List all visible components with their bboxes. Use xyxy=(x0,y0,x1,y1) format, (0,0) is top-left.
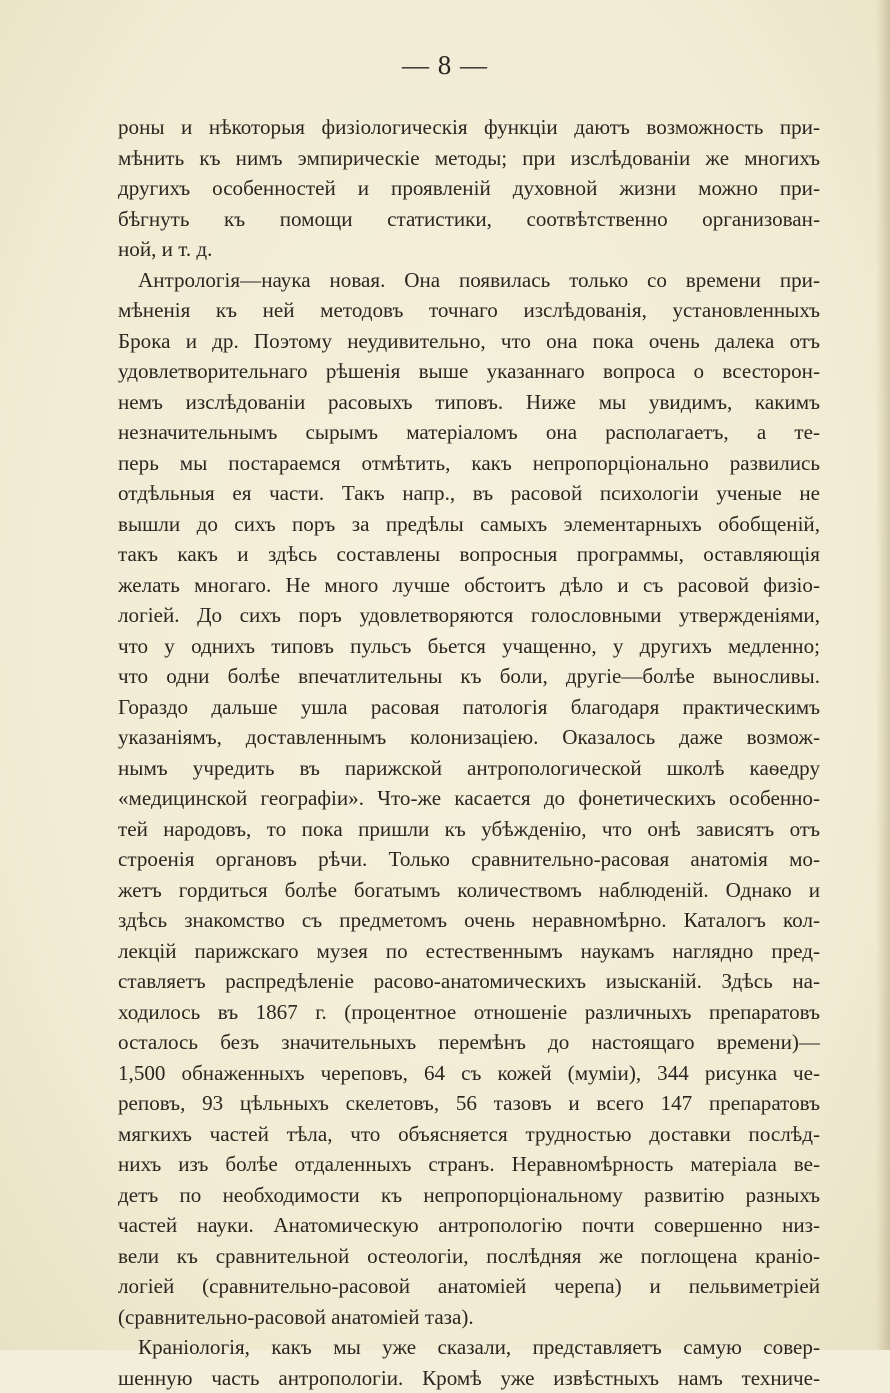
text-line: частей науки. Анатомическую антропологію почти совершенно низ- xyxy=(118,1210,820,1241)
text-line: «медицинской географіи». Что-же касается до фонетическихъ особенно- xyxy=(118,783,820,814)
text-line: тей народовъ, то пока пришли къ убѣжденію, что онѣ зависятъ отъ xyxy=(118,814,820,845)
text-line: 1,500 обнаженныхъ череповъ, 64 съ кожей (муміи), 344 рисунка че- xyxy=(118,1058,820,1089)
text-line: отдѣльныя ея части. Такъ напр., въ расовой психологіи ученые не xyxy=(118,478,820,509)
text-line: немъ изслѣдованіи расовыхъ типовъ. Ниже мы увидимъ, какимъ xyxy=(118,387,820,418)
text-line: ставляетъ распредѣленіе расово-анатомическихъ изысканій. Здѣсь на- xyxy=(118,966,820,997)
text-line: роны и нѣкоторыя физіологическія функціи даютъ возможность при- xyxy=(118,112,820,143)
text-line: детъ по необходимости къ непропорціональному развитію разныхъ xyxy=(118,1180,820,1211)
text-line: нымъ учредить въ парижской антропологической школѣ каѳедру xyxy=(118,753,820,784)
page-edge-shadow xyxy=(876,0,890,1350)
text-line: ходилось въ 1867 г. (процентное отношеніе различныхъ препаратовъ xyxy=(118,997,820,1028)
text-line: что одни болѣе впечатлительны къ боли, другіе—болѣе выносливы. xyxy=(118,661,820,692)
text-line: здѣсь знакомство съ предметомъ очень неравномѣрно. Каталогъ кол- xyxy=(118,905,820,936)
text-line: другихъ особенностей и проявленій духовной жизни можно при- xyxy=(118,173,820,204)
text-line: Брока и др. Поэтому неудивительно, что она пока очень далека отъ xyxy=(118,326,820,357)
text-line: желать многаго. Не много лучше обстоитъ дѣло и съ расовой физіо- xyxy=(118,570,820,601)
text-line: строенія органовъ рѣчи. Только сравнительно-расовая анатомія мо- xyxy=(118,844,820,875)
text-line: (сравнительно-расовой анатоміей таза). xyxy=(118,1302,820,1333)
text-line: шенную часть антропологіи. Кромѣ уже извѣстныхъ намъ техниче- xyxy=(118,1363,820,1393)
text-line: реповъ, 93 цѣльныхъ скелетовъ, 56 тазовъ и всего 147 препаратовъ xyxy=(118,1088,820,1119)
text-line: Гораздо дальше ушла расовая патологія благодаря практическимъ xyxy=(118,692,820,723)
text-line: осталось безъ значительныхъ перемѣнъ до настоящаго времени)— xyxy=(118,1027,820,1058)
text-line: Краніологія, какъ мы уже сказали, представляетъ самую совер- xyxy=(118,1332,820,1363)
text-line: логіей. До сихъ поръ удовлетворяются голословными утвержденіями, xyxy=(118,600,820,631)
text-line: нихъ изъ болѣе отдаленныхъ странъ. Неравномѣрность матеріала ве- xyxy=(118,1149,820,1180)
text-line: вели къ сравнительной остеологіи, послѣдняя же поглощена краніо- xyxy=(118,1241,820,1272)
text-line: бѣгнуть къ помощи статистики, соотвѣтственно организован- xyxy=(118,204,820,235)
page-number: — 8 — xyxy=(0,50,890,81)
text-line: Антрологія—наука новая. Она появилась только со времени при- xyxy=(118,265,820,296)
text-line: незначительнымъ сырымъ матеріаломъ она располагаетъ, а те- xyxy=(118,417,820,448)
text-line: что у однихъ типовъ пульсъ бьется учащенно, у другихъ медленно; xyxy=(118,631,820,662)
text-line: мѣнить къ нимъ эмпирическіе методы; при изслѣдованіи же многихъ xyxy=(118,143,820,174)
text-line: перь мы постараемся отмѣтить, какъ непропорціонально развились xyxy=(118,448,820,479)
text-line: вышли до сихъ поръ за предѣлы самыхъ элементарныхъ обобщеній, xyxy=(118,509,820,540)
text-line: такъ какъ и здѣсь составлены вопросныя программы, оставляющія xyxy=(118,539,820,570)
body-text xyxy=(118,112,820,1393)
text-line: указаніямъ, доставленнымъ колонизаціею. Оказалось даже возмож- xyxy=(118,722,820,753)
text-line: жетъ гордиться болѣе богатымъ количествомъ наблюденій. Однако и xyxy=(118,875,820,906)
text-line: мягкихъ частей тѣла, что объясняется трудностью доставки послѣд- xyxy=(118,1119,820,1150)
text-line: логіей (сравнительно-расовой анатоміей черепа) и пельвиметріей xyxy=(118,1271,820,1302)
text-line: лекцій парижскаго музея по естественнымъ наукамъ наглядно пред- xyxy=(118,936,820,967)
text-line: удовлетворительнаго рѣшенія выше указаннаго вопроса о всесторон- xyxy=(118,356,820,387)
text-line: мѣненія къ ней методовъ точнаго изслѣдованія, установленныхъ xyxy=(118,295,820,326)
text-line: ной, и т. д. xyxy=(118,234,820,265)
